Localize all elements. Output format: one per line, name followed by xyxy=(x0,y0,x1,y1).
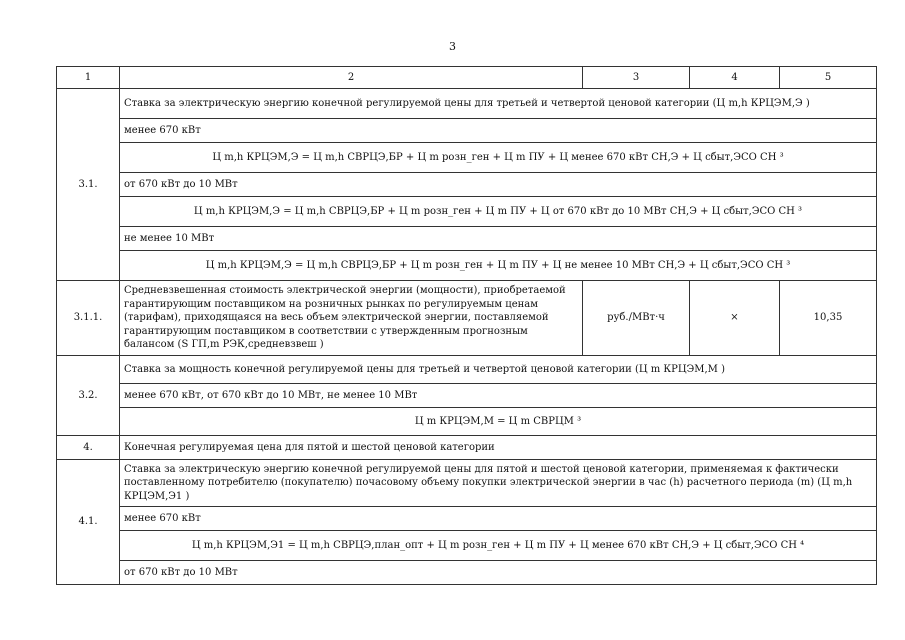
row-number-4-1: 4.1. xyxy=(57,459,120,585)
row-3-2-sub1 xyxy=(57,383,877,407)
row-3-1-formula2-text: Ц m,h КРЦЭМ,Э = Ц m,h СВРЦЭ,БР + Ц m розн_ген + Ц m ПУ + Ц от 670 кВт до 10 МВт СН,Э + Ц сбыт,ЭСО СН ³ xyxy=(120,197,877,227)
row-3-1-sub2 xyxy=(57,173,877,197)
row-3-1-title-text: Ставка за электрическую энергию конечной регулируемой цены для третьей и четвертой ценовой категории (Ц m,h КРЦЭМ,Э ) xyxy=(120,89,877,119)
header-col-2: 2 xyxy=(120,67,583,89)
row-number-4: 4. xyxy=(57,435,120,459)
row-3-1-formula1-text: Ц m,h КРЦЭМ,Э = Ц m,h СВРЦЭ,БР + Ц m розн_ген + Ц m ПУ + Ц менее 670 кВт СН,Э + Ц сбыт,ЭСО СН ³ xyxy=(120,143,877,173)
row-3-1-1-unit: руб./МВт·ч xyxy=(583,281,690,356)
row-3-1-sub3-text: не менее 10 МВт xyxy=(120,227,877,251)
row-3-2-title-text: Ставка за мощность конечной регулируемой цены для третьей и четвертой ценовой категории (Ц m КРЦЭМ,М ) xyxy=(120,355,877,383)
row-number-3-1: 3.1. xyxy=(57,89,120,281)
row-3-1-formula1 xyxy=(57,143,877,173)
row-3-1-formula3 xyxy=(57,251,877,281)
row-number-3-1-1: 3.1.1. xyxy=(57,281,120,356)
row-3-1-1-value: 10,35 xyxy=(780,281,877,356)
row-3-1-sub1 xyxy=(57,119,877,143)
row-4-1-formula1-text: Ц m,h КРЦЭМ,Э1 = Ц m,h СВРЦЭ,план_опт + Ц m розн_ген + Ц m ПУ + Ц менее 670 кВт СН,Э + Ц сбыт,ЭСО СН ⁴ xyxy=(120,531,877,561)
header-col-1: 1 xyxy=(57,67,120,89)
header-col-3: 3 xyxy=(583,67,690,89)
row-3-1-formula3-text: Ц m,h КРЦЭМ,Э = Ц m,h СВРЦЭ,БР + Ц m розн_ген + Ц m ПУ + Ц не менее 10 МВт СН,Э + Ц сбыт,ЭСО СН ³ xyxy=(120,251,877,281)
row-3-1-1-text: Средневзвешенная стоимость электрической энергии (мощности), приобретаемой гарантирующим поставщиком на розничных рынках по регулируемым ценам (тарифам), приходящаяся на весь объем электрической энергии, поставляемой гарантирующим поставщиком в соответствии с утвержденным прогнозным балансом (S ГП,m РЭК,средневзвеш ) xyxy=(120,281,583,356)
row-4-1-sub2-text: от 670 кВт до 10 МВт xyxy=(120,561,877,585)
row-4-1-sub2 xyxy=(57,561,877,585)
row-4-text: Конечная регулируемая цена для пятой и шестой ценовой категории xyxy=(120,435,877,459)
header-row xyxy=(57,67,877,89)
row-3-2-formula1 xyxy=(57,407,877,435)
row-3-1-1-col4: × xyxy=(690,281,780,356)
row-3-1-sub2-text: от 670 кВт до 10 МВт xyxy=(120,173,877,197)
row-3-1-formula2 xyxy=(57,197,877,227)
row-3-1-sub3 xyxy=(57,227,877,251)
header-col-5: 5 xyxy=(780,67,877,89)
row-4-1-title xyxy=(57,459,877,507)
row-4 xyxy=(57,435,877,459)
row-4-1-sub1 xyxy=(57,507,877,531)
row-4-1-title-text: Ставка за электрическую энергию конечной регулируемой цены для пятой и шестой ценовой категории, применяемая к фактически поставленному потребителю (покупателю) почасовому объему покупки электрической энергии в час (h) расчетного периода (m) (Ц m,h КРЦЭМ,Э1 ) xyxy=(120,459,877,507)
row-4-1-sub1-text: менее 670 кВт xyxy=(120,507,877,531)
row-3-1-1 xyxy=(57,281,877,356)
row-number-3-2: 3.2. xyxy=(57,355,120,435)
page-number: 3 xyxy=(449,40,456,53)
row-4-1-formula1 xyxy=(57,531,877,561)
row-3-1-title xyxy=(57,89,877,119)
row-3-1-sub1-text: менее 670 кВт xyxy=(120,119,877,143)
header-col-4: 4 xyxy=(690,67,780,89)
row-3-2-title xyxy=(57,355,877,383)
tariff-table xyxy=(56,66,877,585)
row-3-2-formula1-text: Ц m КРЦЭМ,М = Ц m СВРЦМ ³ xyxy=(120,407,877,435)
row-3-2-sub1-text: менее 670 кВт, от 670 кВт до 10 МВт, не менее 10 МВт xyxy=(120,383,877,407)
